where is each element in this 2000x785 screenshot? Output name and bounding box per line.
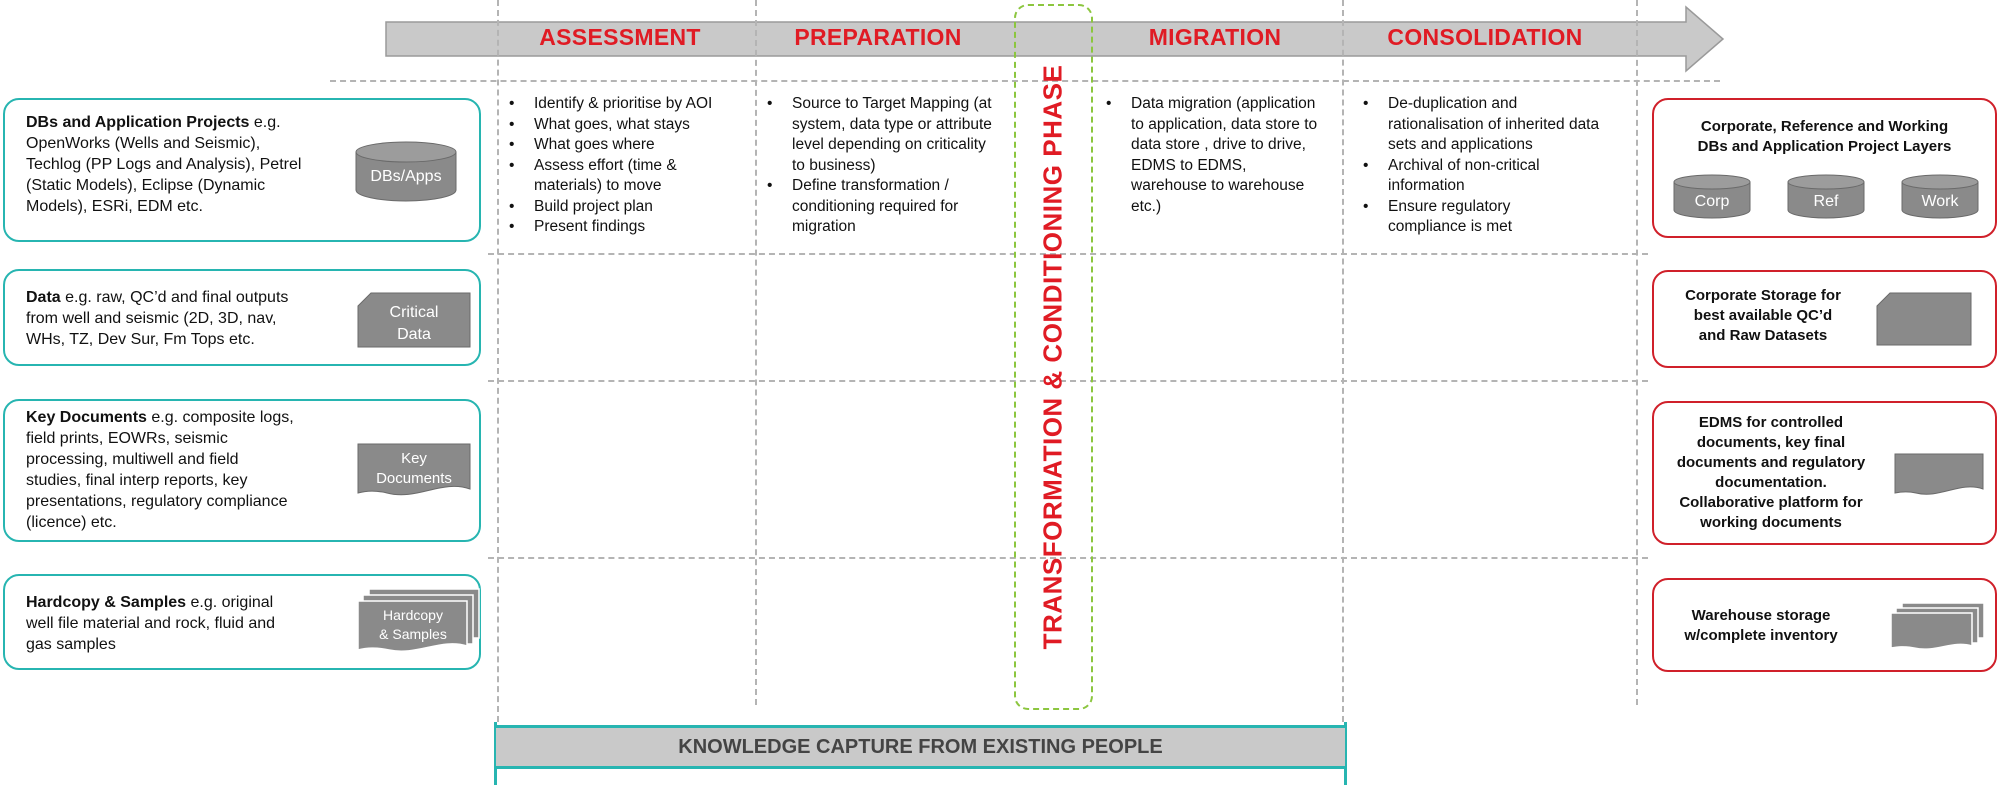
list-item: • Data migration (application to application, data store to data store , drive to drive, EDMS to EDMS, warehouse to warehouse etc.) <box>1102 94 1320 217</box>
preparation-list <box>763 94 1003 238</box>
target-box-warehouse <box>1652 578 1997 672</box>
database-icon <box>353 140 459 204</box>
data-card-icon <box>357 292 471 348</box>
database-icon-label: DBs/Apps <box>370 168 442 185</box>
phase-label-consolidation: CONSOLIDATION <box>1387 24 1583 50</box>
migration-list <box>1102 94 1320 217</box>
list-item: • Present findings <box>505 217 735 238</box>
source-box-text: Hardcopy & Samples e.g. original well file material and rock, fluid and gas samples <box>26 594 276 653</box>
multidocument-icon <box>357 588 481 658</box>
source-box-text: Key Documents e.g. composite logs, field prints, EOWRs, seismic processing, multiwell and field studies, final interp reports, key presentations, regulatory compliance (licence) etc. <box>26 409 294 531</box>
data-card-icon-label: Critical <box>389 304 439 321</box>
document-icon-label: Documents <box>376 470 452 487</box>
target-box-edms <box>1652 401 1997 545</box>
target-box-corporate-storage <box>1652 270 1997 368</box>
knowledge-capture-bar <box>496 728 1345 766</box>
document-icon <box>1894 453 1984 497</box>
source-box-dbs-apps <box>3 98 481 242</box>
database-icon <box>1902 175 1978 218</box>
source-box-text: Data e.g. raw, QC’d and final outputs from well and seismic (2D, 3D, nav, WHs, TZ, Dev Sur, Fm Tops etc. <box>26 289 289 348</box>
list-item: • Build project plan <box>505 197 735 218</box>
assessment-list <box>505 94 735 238</box>
list-item: • Identify & prioritise by AOI <box>505 94 735 115</box>
phase-arrow <box>0 0 2000 80</box>
target-box-text: Corporate Storage for best available QC’d and Raw Datasets <box>1685 287 1841 344</box>
knowledge-bar-bottom-line <box>496 766 1345 769</box>
svg-text:Corp: Corp <box>1694 193 1730 210</box>
list-item: • What goes where <box>505 135 735 156</box>
consolidation-list <box>1359 94 1607 238</box>
phase-label-assessment: ASSESSMENT <box>539 24 701 50</box>
database-icons <box>1672 174 1982 220</box>
source-box-hardcopy-samples <box>3 574 481 670</box>
data-card-icon <box>1876 292 1972 346</box>
phase-label-preparation: PREPARATION <box>794 24 962 50</box>
list-item: • Archival of non-critical information <box>1359 156 1578 197</box>
list-item: • Define transformation / conditioning required for migration <box>763 176 1003 238</box>
source-box-key-documents <box>3 399 481 542</box>
source-box-text: DBs and Application Projects e.g. OpenWorks (Wells and Seismic), Techlog (PP Logs and Analysis), Petrel (Static Models), Eclipse (Dynamic Models), ESRi, EDM etc. <box>26 114 302 215</box>
data-card-icon-label: Data <box>397 326 431 343</box>
list-item: • Ensure regulatory compliance is met <box>1359 197 1578 238</box>
document-icon <box>357 443 471 499</box>
svg-text:Ref: Ref <box>1813 193 1839 210</box>
list-item: • Assess effort (time & materials) to move <box>505 156 722 197</box>
multidocument-icon-label: Hardcopy <box>383 607 443 623</box>
target-box-text: Corporate, Reference and Working DBs and Application Project Layers <box>1697 118 1952 155</box>
svg-text:Work: Work <box>1921 193 1959 210</box>
multidocument-icon <box>1890 602 1986 654</box>
transformation-phase-label: TRANSFORMATION & CONDITIONING PHASE <box>1037 64 1068 650</box>
target-box-text: Warehouse storage w/complete inventory <box>1684 607 1838 644</box>
source-box-data <box>3 269 481 366</box>
divider-line <box>1636 0 1638 705</box>
phase-label-migration: MIGRATION <box>1148 24 1282 50</box>
target-box-text: EDMS for controlled documents, key final documents and regulatory documentation. Collaborative platform for working documents <box>1676 414 1866 531</box>
divider-line <box>497 0 499 722</box>
multidocument-icon-label: & Samples <box>379 626 447 642</box>
divider-line <box>1342 0 1344 722</box>
list-item: • De-duplication and rationalisation of inherited data sets and applications <box>1359 94 1607 156</box>
document-icon-label: Key <box>401 450 427 467</box>
target-box-db-layers <box>1652 98 1997 238</box>
list-item: • Source to Target Mapping (at system, data type or attribute level depending on criticality to business) <box>763 94 1003 176</box>
knowledge-capture-label: KNOWLEDGE CAPTURE FROM EXISTING PEOPLE <box>678 736 1163 758</box>
database-icon <box>1788 175 1864 218</box>
list-item: • What goes, what stays <box>505 115 735 136</box>
divider-line <box>755 0 757 705</box>
database-icon <box>1674 175 1750 218</box>
